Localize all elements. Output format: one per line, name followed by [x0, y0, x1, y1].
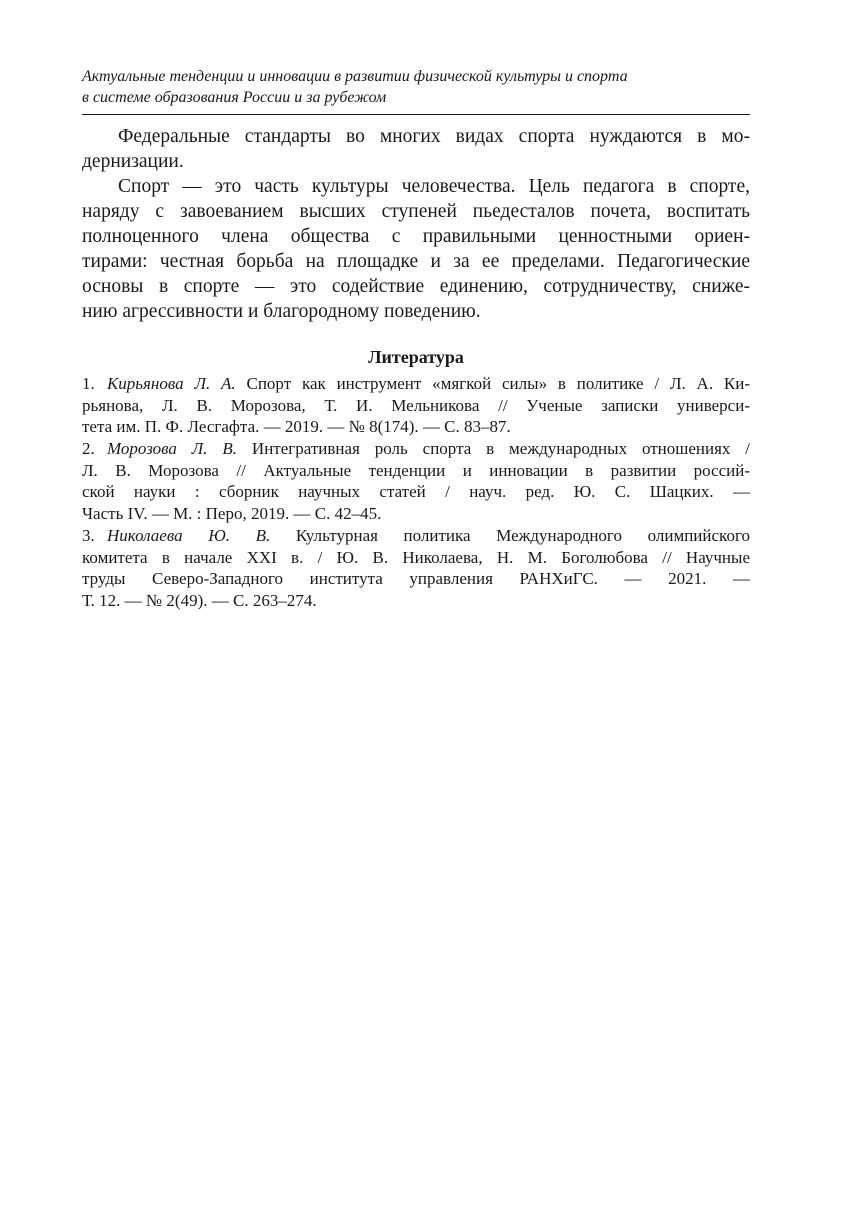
page: [82, 66, 750, 612]
reference-line: [107, 525, 750, 547]
reference-line: [107, 438, 750, 460]
reference-author: Кирьянова Л. А.: [107, 374, 236, 393]
running-header-line-1: Актуальные тенденции и инновации в развитии физической культуры и спорта: [82, 68, 628, 85]
reference-line: тета им. П. Ф. Лесгафта. — 2019. — № 8(174). — С. 83–87.: [82, 417, 511, 437]
reference-line: труды Северо-Западного института управления РАНХиГС. — 2021. —: [82, 569, 750, 589]
reference-number: 2.: [82, 439, 95, 459]
references-title: Литература: [368, 347, 464, 367]
text-line: Федеральные стандарты во многих видах спорта нуждаются в мо-: [118, 126, 750, 147]
reference-item: [82, 525, 750, 612]
references-list: [82, 373, 750, 612]
body-text: [82, 124, 750, 324]
reference-line: комитета в начале XXI в. / Ю. В. Николаева, Н. М. Боголюбова // Научные: [82, 547, 750, 567]
running-header-line-2: в системе образования России и за рубежом: [82, 89, 387, 106]
reference-line: ской науки : сборник научных статей / науч. ред. Ю. С. Шацких. —: [82, 482, 750, 502]
reference-line: Т. 12. — № 2(49). — С. 263–274.: [82, 590, 317, 610]
reference-number: 3.: [82, 525, 95, 545]
running-header: [82, 66, 750, 115]
text-line: Спорт — это часть культуры человечества. Цель педагога в спорте,: [118, 176, 750, 197]
reference-text: Спорт как инструмент «мягкой силы» в политике / Л. А. Ки-: [235, 374, 750, 393]
reference-item: [82, 438, 750, 525]
text-line: основы в спорте — это содействие единению, сотрудничеству, сниже-: [82, 276, 750, 297]
reference-line: [107, 373, 750, 395]
text-line: полноценного члена общества с правильными ценностными ориен-: [82, 226, 750, 247]
paragraph-1: [82, 124, 750, 174]
reference-text: Культурная политика Международного олимпийского: [270, 525, 750, 545]
reference-author: Морозова Л. В.: [107, 439, 238, 459]
reference-text: Интегративная роль спорта в международных отношениях /: [237, 439, 751, 459]
text-line: нию агрессивности и благородному поведению.: [82, 301, 481, 322]
reference-line: рьянова, Л. В. Морозова, Т. И. Мельникова // Ученые записки универси-: [82, 395, 750, 415]
reference-number: 1.: [82, 374, 95, 393]
paragraph-2: [82, 174, 750, 324]
text-line: дернизации.: [82, 151, 184, 172]
text-line: тирами: честная борьба на площадке и за ее пределами. Педагогические: [82, 251, 750, 272]
reference-author: Николаева Ю. В.: [107, 525, 271, 545]
reference-line: Л. В. Морозова // Актуальные тенденции и инновации в развитии россий-: [82, 460, 750, 480]
reference-line: Часть IV. — М. : Перо, 2019. — С. 42–45.: [82, 504, 382, 524]
text-line: наряду с завоеванием высших ступеней пьедесталов почета, воспитать: [82, 201, 750, 222]
reference-item: [82, 373, 750, 438]
